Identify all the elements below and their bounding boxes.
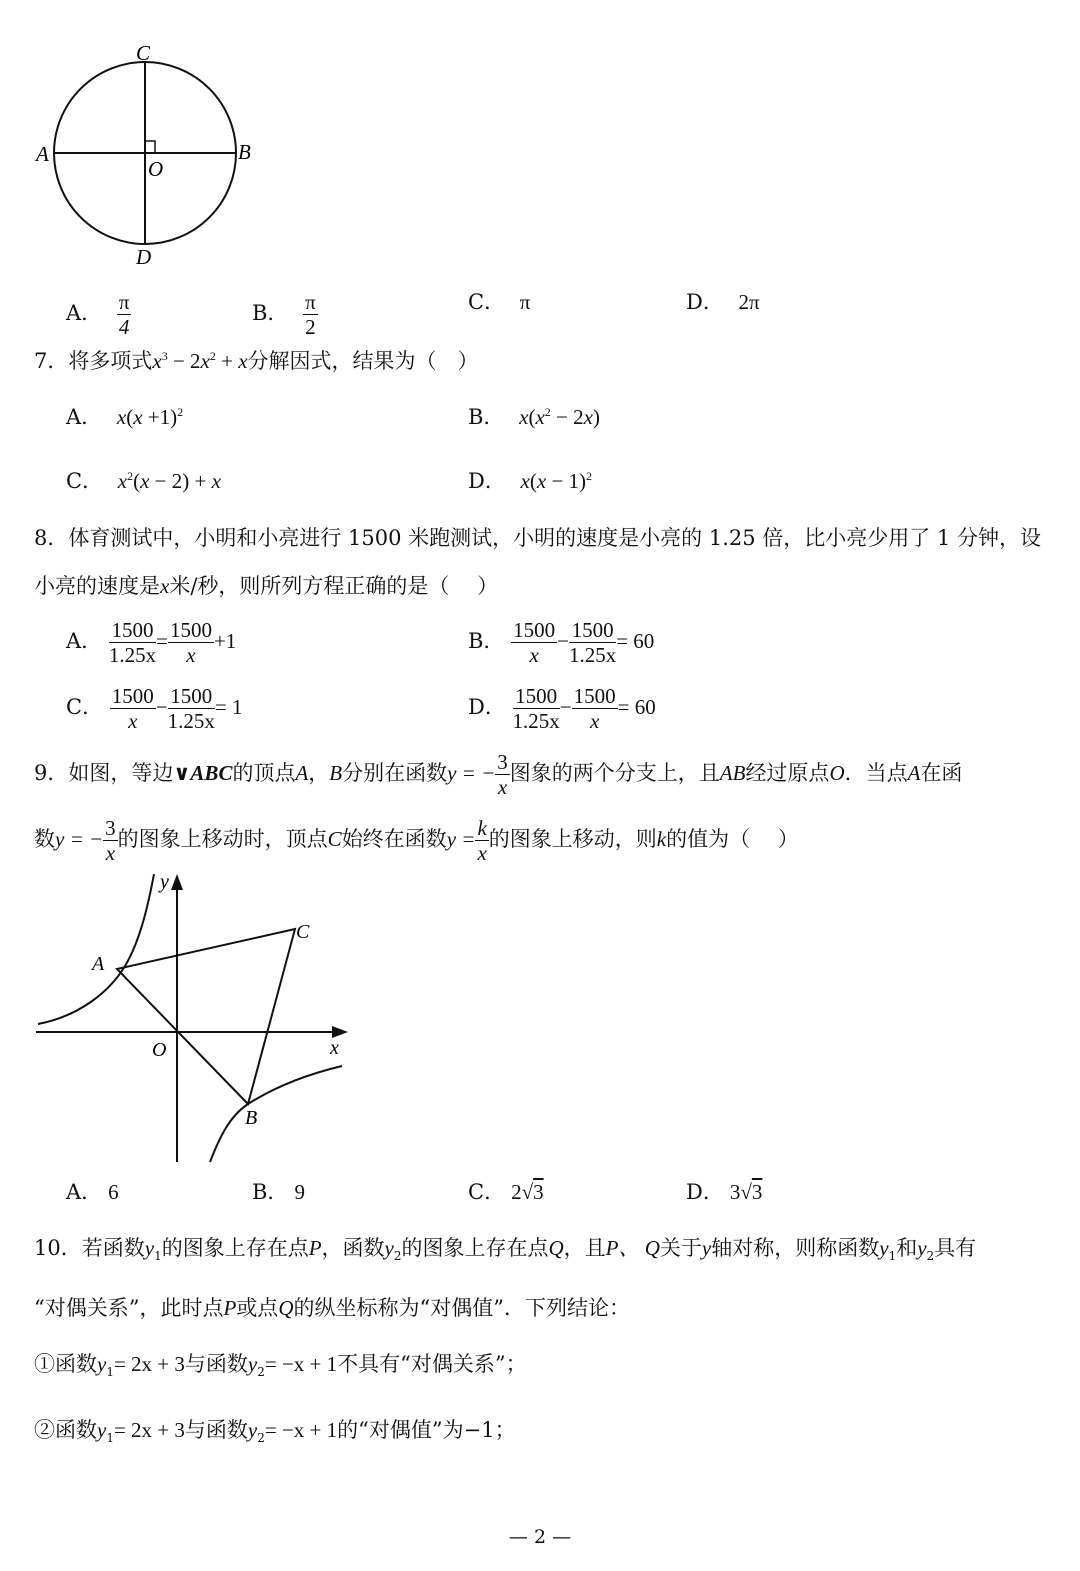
q7-stem: 7．将多项式$x^3 - 2x^2 + x$分解因式，结果为（ ） — [34, 349, 479, 373]
q10-stem-line1: 10．若函数$y_1$的图象上存在点P，函数$y_2$的图象上存在点Q，且P、 Q关于y轴对称，则称函数$y_1$和$y_2$具有 — [34, 1236, 977, 1264]
triangle-abc — [117, 929, 295, 1104]
q7-option-a[interactable]: A． $x(x +1)^2$ — [66, 405, 184, 429]
q6-option-b[interactable]: B． $\frac{\pi}{2}$ — [252, 290, 316, 340]
q8-option-c[interactable]: C． $\frac{1500}{x}$ − $\frac{1500}{1.25x}$ = 1 — [66, 684, 243, 734]
right-angle-mark — [145, 141, 155, 153]
q8-stem-line2: 小亮的速度是x米/秒，则所列方程正确的是（ ） — [34, 574, 499, 598]
label-x: x — [330, 1037, 339, 1059]
q7-option-d[interactable]: D． $x(x - 1)^2$ — [468, 469, 593, 493]
q6-option-d[interactable]: D． 2π — [686, 290, 760, 314]
q10-stem-line2: “对偶关系”，此时点P或点Q的纵坐标称为“对偶值”．下列结论： — [34, 1296, 630, 1320]
q9-option-b[interactable]: B． 9 — [252, 1180, 305, 1204]
q9-option-c[interactable]: C． 2√3 — [468, 1180, 544, 1204]
label-y: y — [160, 871, 169, 893]
q6-option-a[interactable]: A． $\frac{\pi}{4}$ — [66, 290, 130, 340]
q8-option-a[interactable]: A． $\frac{1500}{1.25x}$ = $\frac{1500}{x}$ +1 — [66, 618, 237, 668]
q9-option-d[interactable]: D． 3√3 — [686, 1180, 763, 1204]
label-d: D — [136, 245, 152, 269]
q9-stem-line2: 数y = − $\frac{3}{x}$ 的图象上移动时，顶点C始终在函数y = $\frac{k}{x}$ 的图象上移动，则k的值为（ ） — [34, 816, 799, 866]
q7-option-b[interactable]: B． $x(x^2 - 2x)$ — [468, 405, 600, 429]
circle-figure — [30, 40, 270, 270]
q8-stem-line1: 8．体育测试中，小明和小亮进行 1500 米跑测试，小明的速度是小亮的 1.25 倍，比小亮少用了 1 分钟，设 — [34, 526, 1041, 550]
label-a: A — [36, 142, 49, 166]
label-c: C — [296, 921, 310, 943]
q10-statement-1: ①函数$y_1= 2x + 3$与函数$y_2= -x + 1$不具有“对偶关系”； — [34, 1352, 527, 1380]
q9-stem-line1: 9．如图，等边∨ABC的顶点A，B分别在函数y = − $\frac{3}{x}$ 图象的两个分支上，且AB经过原点O．当点A在函 — [34, 750, 963, 800]
y-axis-arrow — [171, 874, 183, 890]
label-c: C — [136, 41, 151, 65]
q8-option-d[interactable]: D． $\frac{1500}{1.25x}$ − $\frac{1500}{x}$ = 60 — [468, 684, 656, 734]
hyperbola-triangle-figure — [30, 866, 360, 1166]
label-a: A — [92, 953, 105, 975]
label-b: B — [245, 1107, 258, 1129]
page-number: — 2 — — [508, 1526, 572, 1548]
hyperbola-branch-left — [38, 874, 154, 1024]
label-o: O — [152, 1039, 167, 1061]
q8-option-b[interactable]: B． $\frac{1500}{x}$ − $\frac{1500}{1.25x}$ = 60 — [468, 618, 655, 668]
q10-statement-2: ②函数$y_1= 2x + 3$与函数$y_2= -x + 1$的“对偶值”为−1； — [34, 1418, 516, 1446]
label-b: B — [238, 140, 251, 164]
q7-option-c[interactable]: C． $x^2(x - 2) + x$ — [66, 469, 221, 493]
hyperbola-branch-right — [210, 1066, 342, 1162]
label-o: O — [148, 157, 164, 181]
q6-option-c[interactable]: C． π — [468, 290, 531, 314]
q9-option-a[interactable]: A． 6 — [66, 1180, 119, 1204]
